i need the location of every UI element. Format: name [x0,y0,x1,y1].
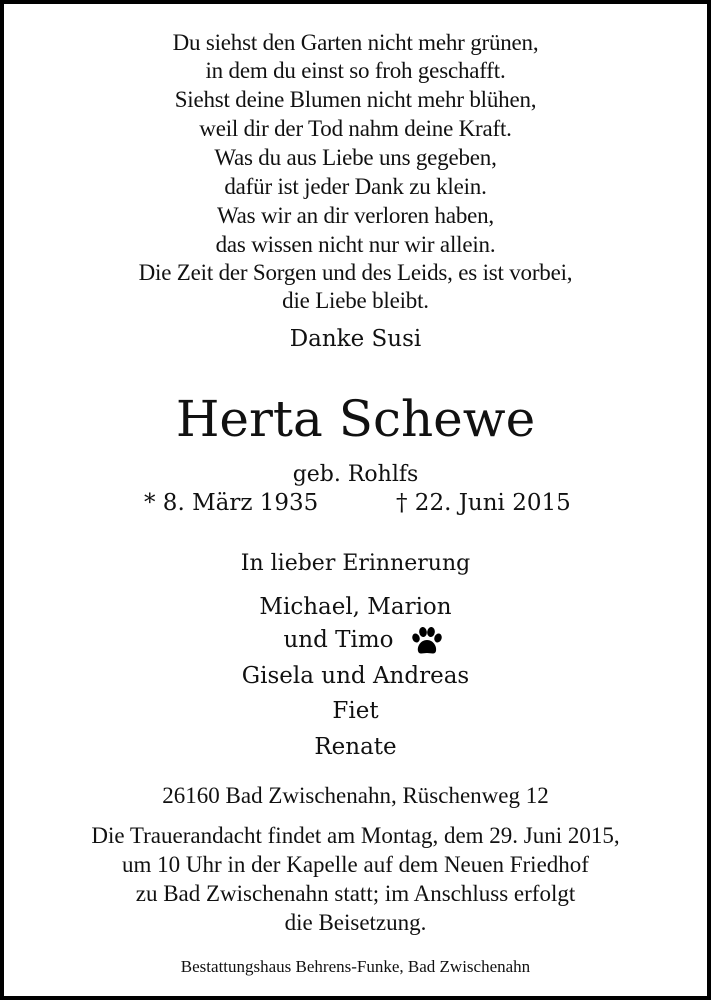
poem-line: das wissen nicht nur wir allein. [215,232,496,257]
maiden-name: geb. Rohlfs [292,462,419,487]
service-line: die Beisetzung. [284,910,427,935]
deceased-name: Herta Schewe [175,390,536,448]
memorial-phrase: In lieber Erinnerung [240,551,471,576]
poem-line: Die Zeit der Sorgen und des Leids, es ist vorbei, [138,260,573,285]
poem-line: die Liebe bleibt. [282,288,429,313]
mourner-line: Gisela und Andreas [241,663,470,689]
mourner-line: Fiet [332,698,379,724]
poem-line: in dem du einst so froh geschafft. [205,58,506,83]
mourner-line [4,626,707,656]
birth-date: * 8. März 1935 [144,490,319,516]
service-line: um 10 Uhr in der Kapelle auf dem Neuen Friedhof [122,852,589,877]
address: 26160 Bad Zwischenahn, Rüschenweg 12 [162,783,549,808]
mourner-line: Renate [314,734,397,760]
dedication: Danke Susi [289,326,422,352]
funeral-home: Bestattungshaus Behrens-Funke, Bad Zwischenahn [180,957,531,976]
poem-line: Was du aus Liebe uns gegeben, [214,145,497,170]
poem-line: Du siehst den Garten nicht mehr grünen, [172,30,539,55]
paw-print-icon [410,626,444,656]
service-line: zu Bad Zwischenahn statt; im Anschluss erfolgt [135,881,576,906]
death-date: † 22. Juni 2015 [396,490,571,516]
mourner-line: Michael, Marion [259,594,452,620]
mourner-line-text: und Timo [283,627,394,653]
service-line: Die Trauerandacht findet am Montag, dem 29. Juni 2015, [91,823,620,848]
poem-line: dafür ist jeder Dank zu klein. [224,174,487,199]
poem-line: Siehst deine Blumen nicht mehr blühen, [174,87,537,112]
poem-line: weil dir der Tod nahm deine Kraft. [199,116,512,141]
poem-line: Was wir an dir verloren haben, [217,203,494,228]
obituary-notice [4,4,707,996]
